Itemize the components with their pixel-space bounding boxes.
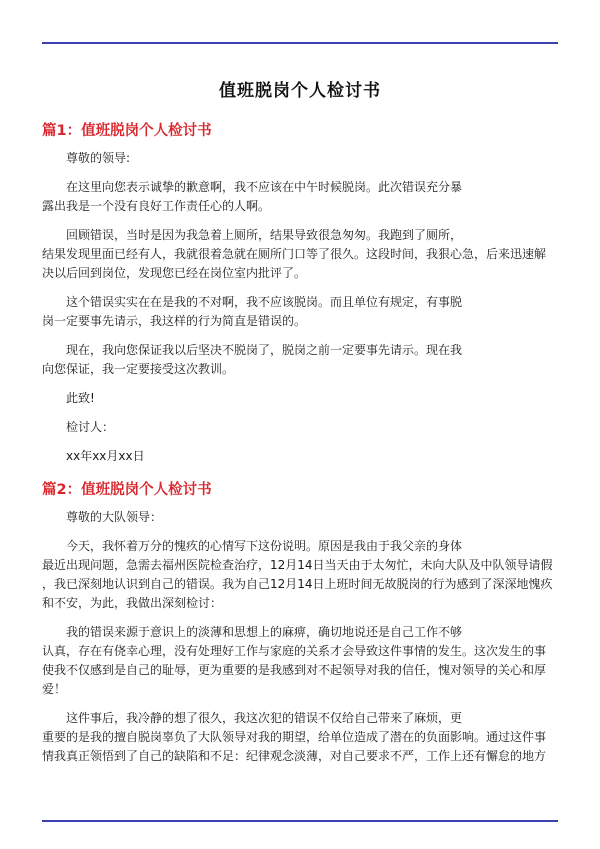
paragraph-line: 尊敬的领导: <box>66 151 131 165</box>
section-2 <box>42 480 558 766</box>
paragraph-line: 我的错误来源于意识上的淡薄和思想上的麻痹，确切地说还是自己工作不够 <box>66 625 463 639</box>
paragraph <box>42 178 558 216</box>
paragraph <box>42 293 558 331</box>
paragraph-line: 今天，我怀着万分的愧疚的心情写下这份说明。原因是我由于我父亲的身体 <box>66 539 463 553</box>
paragraph-line: 结果发现里面已经有人，我就很着急就在厕所门口等了很久。这段时间，我狠心急，后来迅速解 <box>42 247 547 261</box>
paragraph-line: 向您保证，我一定要接受这次教训。 <box>42 362 235 376</box>
paragraph <box>42 537 558 613</box>
paragraph-line: 检讨人： <box>66 420 115 434</box>
bottom-rule <box>42 820 558 822</box>
paragraph <box>42 226 558 283</box>
paragraph-line: ，我已深刻地认识到自己的错误。我为自己12月14日上班时间无故脱岗的行为感到了深深地愧疚 <box>42 577 553 591</box>
paragraph-line: 这个错误实实在在是我的不对啊，我不应该脱岗。而且单位有规定，有事脱 <box>66 295 463 309</box>
paragraph-line: 情我真正领悟到了自己的缺陷和不足：纪律观念淡薄，对自己要求不严，工作上还有懈怠的地方 <box>42 749 547 763</box>
paragraph-line: 使我不仅感到是自己的耻辱，更为重要的是我感到对不起领导对我的信任，愧对领导的关心和厚 <box>42 663 547 677</box>
paragraph-line: 尊敬的大队领导： <box>66 510 163 524</box>
paragraph-line: 和不安，为此，我做出深刻检讨： <box>42 596 223 610</box>
paragraph <box>42 389 558 408</box>
paragraph-line: 现在，我向您保证我以后坚决不脱岗了，脱岗之前一定要事先请示。现在我 <box>66 343 463 357</box>
paragraph <box>42 341 558 379</box>
paragraph <box>42 709 558 766</box>
paragraph <box>42 447 558 466</box>
document-body <box>42 121 558 766</box>
paragraph-line: 重要的是我的擅自脱岗辜负了大队领导对我的期望，给单位造成了潜在的负面影响。通过这件事 <box>42 730 547 744</box>
paragraph-line: 在这里向您表示诚挚的歉意啊，我不应该在中午时候脱岗。此次错误充分暴 <box>66 180 463 194</box>
paragraph <box>42 418 558 437</box>
paragraph <box>42 508 558 527</box>
document-page <box>42 56 558 776</box>
paragraph-line: 爱！ <box>42 682 67 696</box>
paragraph <box>42 623 558 699</box>
section-heading: 篇2：值班脱岗个人检讨书 <box>42 482 212 498</box>
paragraph-line: 认真，存在有侥幸心理，没有处理好工作与家庭的关系才会导致这件事情的发生。这次发生的事 <box>42 644 547 658</box>
paragraph-line: 这件事后，我冷静的想了很久，我这次犯的错误不仅给自己带来了麻烦，更 <box>66 711 463 725</box>
section-1 <box>42 121 558 466</box>
paragraph-line: xx年xx月xx日 <box>66 449 145 463</box>
paragraph-line: 最近出现问题，急需去福州医院检查治疗，12月14日当天由于太匆忙，未向大队及中队领导请假 <box>42 558 553 572</box>
paragraph-line: 露出我是一个没有良好工作责任心的人啊。 <box>42 199 271 213</box>
paragraph-line: 回顾错误，当时是因为我急着上厕所，结果导致很急匆匆。我跑到了厕所， <box>66 228 463 242</box>
paragraph-line: 决以后回到岗位，发现您已经在岗位室内批评了。 <box>42 266 307 280</box>
page-title: 值班脱岗个人检讨书 <box>219 81 381 101</box>
top-rule <box>42 42 558 44</box>
paragraph-line: 此致! <box>66 391 95 405</box>
paragraph-line: 岗一定要事先请示，我这样的行为简直是错误的。 <box>42 314 307 328</box>
paragraph <box>42 149 558 168</box>
section-heading: 篇1：值班脱岗个人检讨书 <box>42 123 212 139</box>
